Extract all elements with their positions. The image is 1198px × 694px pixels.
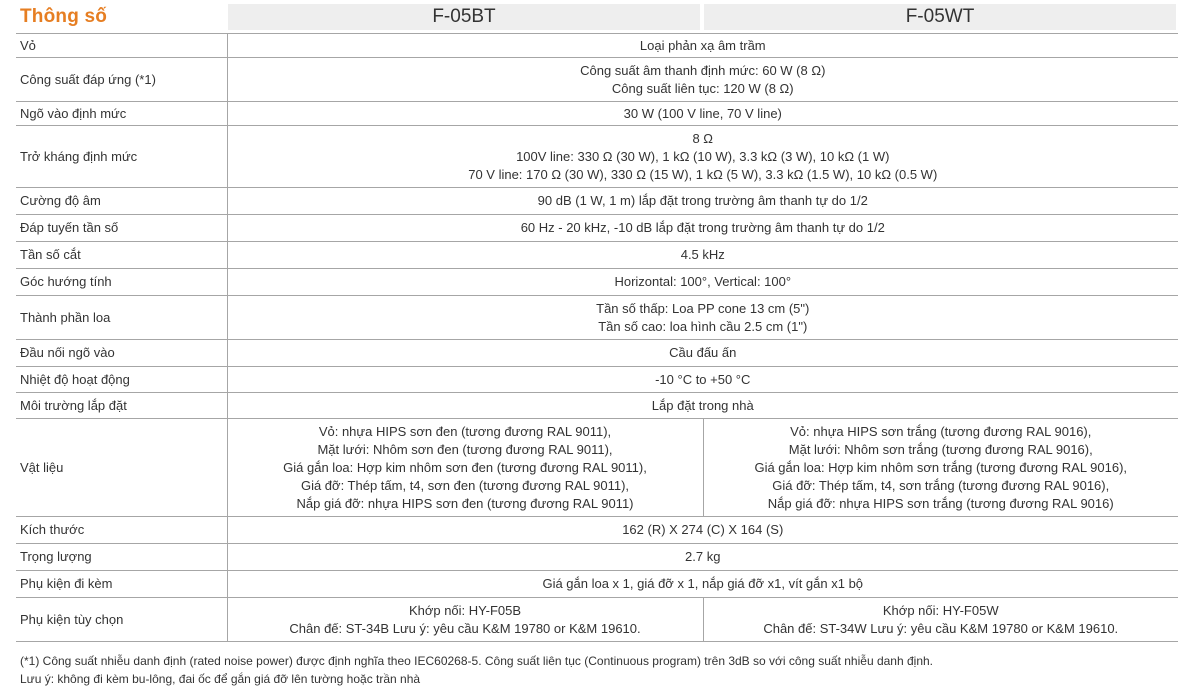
row-value: 8 Ω 100V line: 330 Ω (30 W), 1 kΩ (10 W), 3.3 kΩ (3 W), 10 kΩ (1 W) 70 V line: 170 Ω (30 W), 330 Ω (15 W), 1 kΩ (5 W), 3.3 kΩ (1.5 W), 10 kΩ (0.5 W): [227, 126, 1178, 188]
row-label: Đầu nối ngõ vào: [16, 340, 227, 367]
spec-header: [0, 4, 1198, 30]
row-label: Thành phần loa: [16, 296, 227, 340]
row-label: Nhiệt độ hoạt động: [16, 367, 227, 393]
row-value: 60 Hz - 20 kHz, -10 dB lắp đặt trong trường âm thanh tự do 1/2: [227, 215, 1178, 242]
table-row: [16, 188, 1178, 215]
row-label: Ngõ vào định mức: [16, 102, 227, 126]
row-value: 4.5 kHz: [227, 242, 1178, 269]
table-row: [16, 571, 1178, 598]
table-row: [16, 102, 1178, 126]
row-label: Trọng lượng: [16, 544, 227, 571]
row-value: Tần số thấp: Loa PP cone 13 cm (5") Tần số cao: loa hình cầu 2.5 cm (1"): [227, 296, 1178, 340]
row-value: 2.7 kg: [227, 544, 1178, 571]
row-label: Đáp tuyến tần số: [16, 215, 227, 242]
row-label: Góc hướng tính: [16, 269, 227, 296]
table-row: [16, 126, 1178, 188]
spec-table: [16, 33, 1178, 642]
row-label: Tần số cắt: [16, 242, 227, 269]
table-row-material: [16, 419, 1178, 517]
optional-bt: Khớp nối: HY-F05B Chân đế: ST-34B Lưu ý: yêu cầu K&M 19780 or K&M 19610.: [227, 598, 703, 642]
row-value: -10 °C to +50 °C: [227, 367, 1178, 393]
row-value: 30 W (100 V line, 70 V line): [227, 102, 1178, 126]
table-row: [16, 544, 1178, 571]
row-label: Kích thước: [16, 517, 227, 544]
material-bt: Vỏ: nhựa HIPS sơn đen (tương đương RAL 9011), Mặt lưới: Nhôm sơn đen (tương đương RAL 9011), Giá gắn loa: Hợp kim nhôm sơn đen (tương đương RAL 9011), Giá đỡ: Thép tấm, t4, sơn đen (tương đương RAL 9011), Nắp giá đỡ: nhựa HIPS sơn đen (tương đương RAL 9011): [227, 419, 703, 517]
model-header-bt: F-05BT: [228, 4, 700, 30]
table-row: [16, 367, 1178, 393]
table-row: [16, 296, 1178, 340]
table-row: [16, 215, 1178, 242]
row-label: Phụ kiện đi kèm: [16, 571, 227, 598]
table-row: [16, 242, 1178, 269]
row-label: Cường độ âm: [16, 188, 227, 215]
table-row: [16, 58, 1178, 102]
row-label: Vật liệu: [16, 419, 227, 517]
table-row-optional: [16, 598, 1178, 642]
table-row: [16, 34, 1178, 58]
row-label: Phụ kiện tùy chọn: [16, 598, 227, 642]
row-value: 90 dB (1 W, 1 m) lắp đặt trong trường âm thanh tự do 1/2: [227, 188, 1178, 215]
row-value: Loại phản xạ âm trầm: [227, 34, 1178, 58]
row-label: Môi trường lắp đặt: [16, 393, 227, 419]
row-value: Lắp đặt trong nhà: [227, 393, 1178, 419]
spec-title: Thông số: [20, 6, 108, 27]
model-header-wt: F-05WT: [704, 4, 1176, 30]
table-row: [16, 340, 1178, 367]
optional-wt: Khớp nối: HY-F05W Chân đế: ST-34W Lưu ý: yêu cầu K&M 19780 or K&M 19610.: [703, 598, 1178, 642]
row-value: Giá gắn loa x 1, giá đỡ x 1, nắp giá đỡ x1, vít gắn x1 bộ: [227, 571, 1178, 598]
table-row: [16, 517, 1178, 544]
footnotes: [20, 652, 933, 688]
footnote-rated-power: (*1) Công suất nhiễu danh định (rated noise power) được định nghĩa theo IEC60268-5. Công suất liên tục (Continuous program) trên 3dB so với công suất nhiễu danh định.: [20, 654, 934, 668]
table-row: [16, 269, 1178, 296]
row-label: Vỏ: [16, 34, 227, 58]
row-label: Công suất đáp ứng (*1): [16, 58, 227, 102]
row-value: Cầu đấu ấn: [227, 340, 1178, 367]
row-value: Horizontal: 100°, Vertical: 100°: [227, 269, 1178, 296]
row-value: 162 (R) X 274 (C) X 164 (S): [227, 517, 1178, 544]
row-value: Công suất âm thanh định mức: 60 W (8 Ω) Công suất liên tục: 120 W (8 Ω): [227, 58, 1178, 102]
table-row: [16, 393, 1178, 419]
footnote-mounting: Lưu ý: không đi kèm bu-lông, đai ốc để gắn giá đỡ lên tường hoặc trần nhà: [20, 672, 421, 686]
material-wt: Vỏ: nhựa HIPS sơn trắng (tương đương RAL 9016), Mặt lưới: Nhôm sơn trắng (tương đương RAL 9016), Giá gắn loa: Hợp kim nhôm sơn trắng (tương đương RAL 9016), Giá đỡ: Thép tấm, t4, sơn trắng (tương đương RAL 9016), Nắp giá đỡ: nhựa HIPS sơn trắng (tương đương RAL 9016): [703, 419, 1178, 517]
row-label: Trở kháng định mức: [16, 126, 227, 188]
